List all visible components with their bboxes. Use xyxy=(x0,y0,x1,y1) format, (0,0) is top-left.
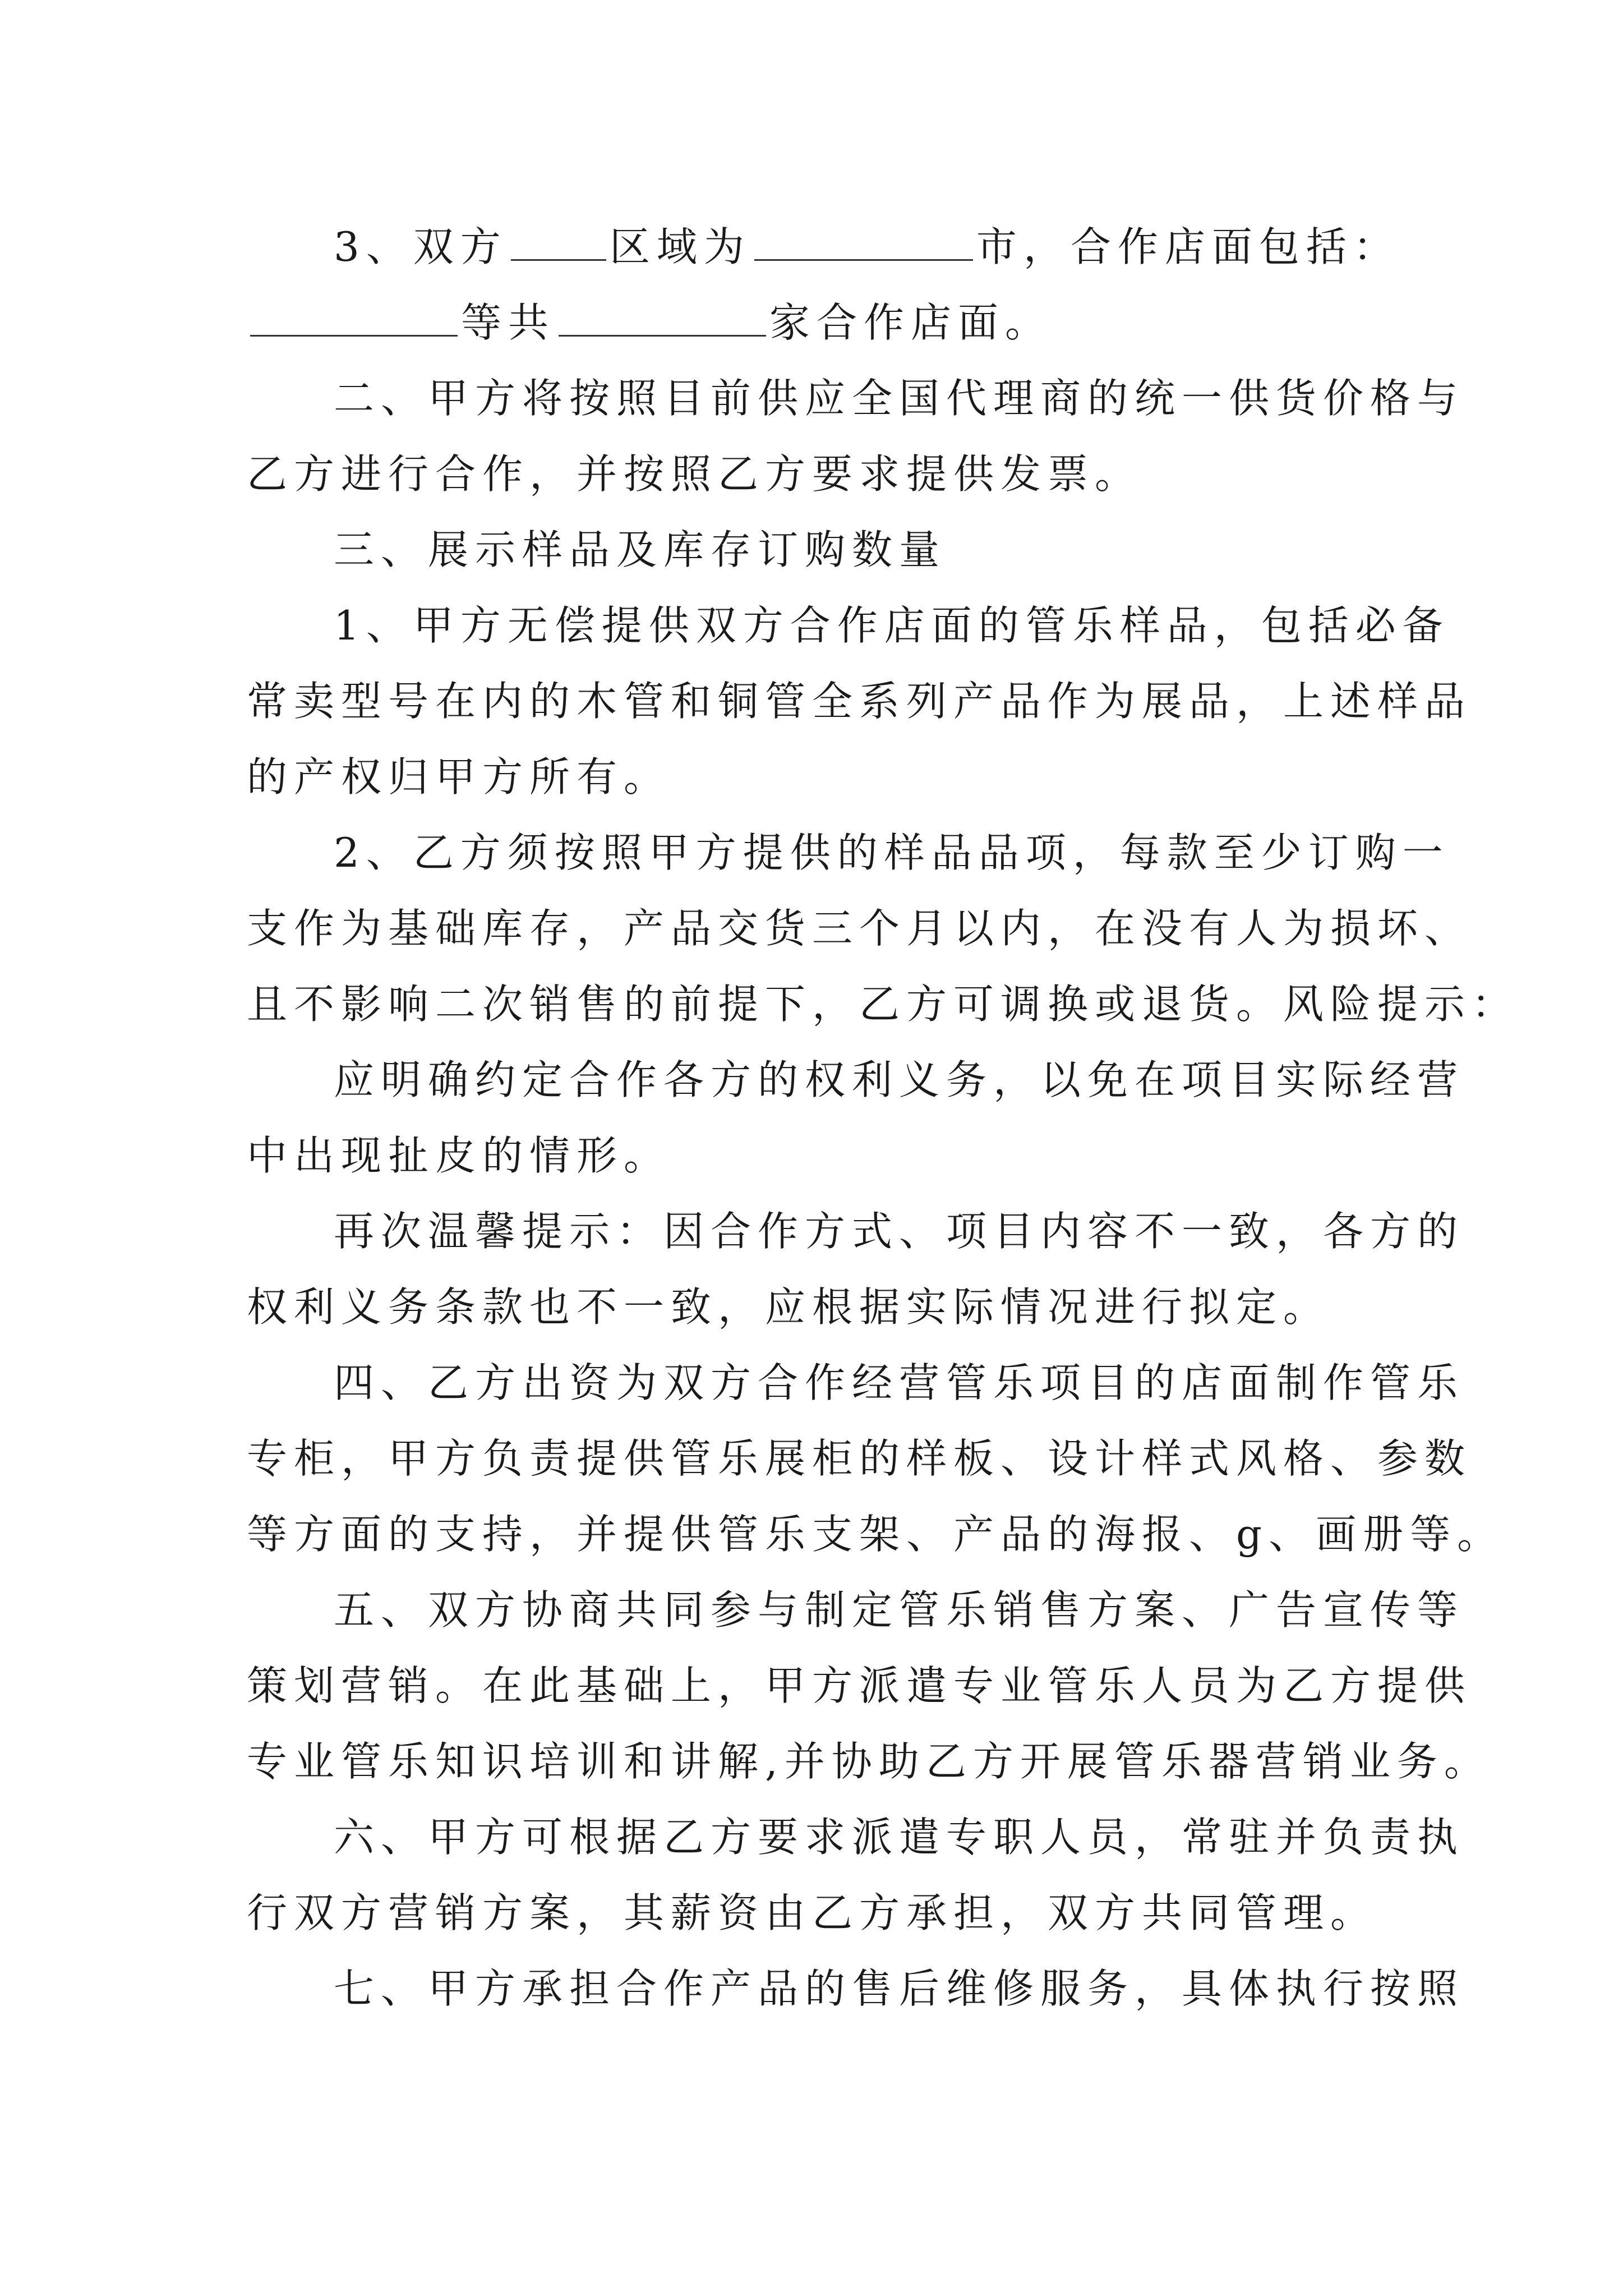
para-5-line-3: 且不影响二次销售的前提下，乙方可调换或退货。风险提示： xyxy=(247,981,1519,1028)
blank-field-city xyxy=(754,223,973,261)
para-8-line-3: 等方面的支持，并提供管乐支架、产品的海报、g、画册等。 xyxy=(247,1511,1505,1558)
para-6-line-1: 应明确约定合作各方的权利义务，以免在项目实际经营 xyxy=(334,1056,1465,1103)
para-8-line-2: 专柜，甲方负责提供管乐展柜的样板、设计样式风格、参数 xyxy=(247,1435,1472,1482)
blank-field-stores xyxy=(250,299,458,337)
clause-3-label: 3、双方 xyxy=(334,223,508,270)
para-6-line-2: 中出现扯皮的情形。 xyxy=(247,1132,671,1179)
city-label: 市，合作店面包括： xyxy=(976,223,1400,270)
para-9-line-3: 专业管乐知识培训和讲解,并协助乙方开展管乐器营销业务。 xyxy=(247,1738,1491,1785)
para-8-line-1: 四、乙方出资为双方合作经营管乐项目的店面制作管乐 xyxy=(334,1359,1465,1406)
count-label: 家合作店面。 xyxy=(769,299,1053,346)
para-5-line-2: 支作为基础库存，产品交货三个月以内，在没有人为损坏、 xyxy=(247,905,1472,952)
para-2-line-1: 二、甲方将按照目前供应全国代理商的统一供货价格与 xyxy=(334,375,1465,422)
blank-field-1 xyxy=(511,223,606,261)
stores-label: 等共 xyxy=(461,299,556,346)
para-4-line-3: 的产权归甲方所有。 xyxy=(247,753,671,800)
section-3-heading: 三、展示样品及库存订购数量 xyxy=(334,526,947,573)
para-7-line-1: 再次温馨提示：因合作方式、项目内容不一致，各方的 xyxy=(334,1208,1465,1255)
para-5-line-1: 2、乙方须按照甲方提供的样品品项，每款至少订购一 xyxy=(334,829,1450,876)
para-9-line-1: 五、双方协商共同参与制定管乐销售方案、广告宣传等 xyxy=(334,1586,1465,1634)
para-10-line-1: 六、甲方可根据乙方要求派遣专职人员，常驻并负责执 xyxy=(334,1814,1465,1861)
para-11-line-1: 七、甲方承担合作产品的售后维修服务，具体执行按照 xyxy=(334,1965,1465,2012)
para-9-line-2: 策划营销。在此基础上，甲方派遣专业管乐人员为乙方提供 xyxy=(247,1662,1472,1709)
para-10-line-2: 行双方营销方案，其薪资由乙方承担，双方共同管理。 xyxy=(247,1889,1378,1936)
para-2-line-2: 乙方进行合作，并按照乙方要求提供发票。 xyxy=(247,450,1142,498)
para-7-line-2: 权利义务条款也不一致，应根据实际情况进行拟定。 xyxy=(247,1283,1331,1331)
region-label: 区域为 xyxy=(609,223,751,270)
blank-field-count xyxy=(559,299,766,337)
para-4-line-1: 1、甲方无偿提供双方合作店面的管乐样品，包括必备 xyxy=(334,602,1450,649)
para-4-line-2: 常卖型号在内的木管和铜管全系列产品作为展品，上述样品 xyxy=(247,678,1472,725)
